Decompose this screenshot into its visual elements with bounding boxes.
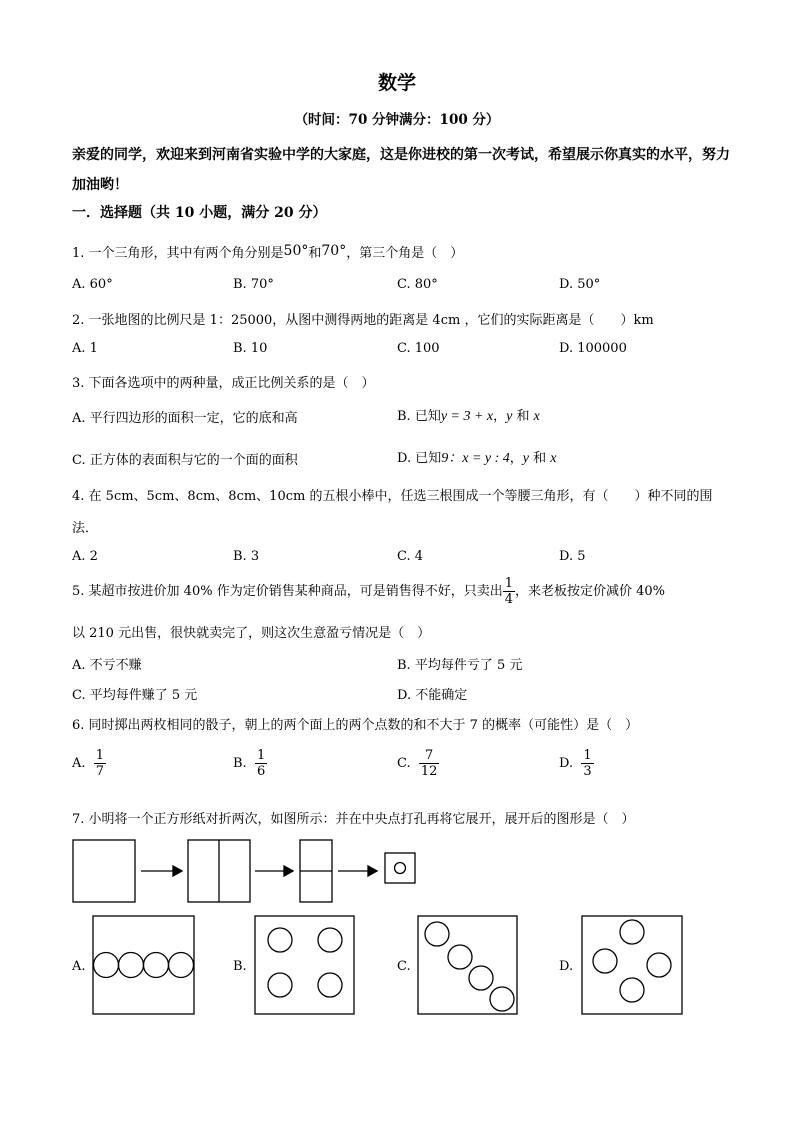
q6-option-d-label: D. <box>559 756 574 771</box>
q5-option-c[interactable]: C. 平均每件赚了 5 元 <box>72 688 198 703</box>
q1-option-b[interactable]: B. 70° <box>233 277 274 292</box>
q7-option-b-label[interactable]: B. <box>233 959 247 974</box>
q6-option-a-label: A. <box>72 756 86 771</box>
q6-option-b-denominator: 6 <box>256 764 266 779</box>
q7-option-d-label[interactable]: D. <box>559 959 574 974</box>
q7-option-c-figure[interactable] <box>418 916 517 1014</box>
q3-option-b-comma: ， <box>493 409 507 424</box>
q2-option-c[interactable]: C. 100 <box>397 341 440 356</box>
q1-option-a[interactable]: A. 60° <box>72 277 113 292</box>
q4-option-c[interactable]: C. 4 <box>397 549 424 564</box>
q7-option-a-label[interactable]: A. <box>72 959 86 974</box>
q1-option-c[interactable]: C. 80° <box>397 277 438 292</box>
question-4-line-2: 法． <box>72 521 99 536</box>
q3-option-d-var-x: x <box>550 451 557 466</box>
q6-option-a-numerator: 1 <box>95 748 105 763</box>
q5-option-a[interactable]: A. 不亏不赚 <box>72 658 142 673</box>
q6-option-c-numerator: 7 <box>419 748 440 764</box>
intro-text: 亲爱的同学，欢迎来到河南省实验中学的大家庭，这是你进校的第一次考试，希望展示你真实的水平，努力加油哟！ <box>72 147 730 193</box>
q3-option-b-formula: y = 3 + x <box>440 409 494 424</box>
q1-angle-2: 70° <box>321 243 347 259</box>
fold-step-1-square <box>73 840 135 902</box>
question-6: 6. 同时掷出两枚相同的骰子，朝上的两个面上的两个点数的和不大于 7 的概率（可能性）是（ ） <box>72 718 639 733</box>
arrow-icon <box>255 866 293 876</box>
q1-option-d[interactable]: D. 50° <box>559 277 601 292</box>
question-5-line-2: 以 210 元出售，很快就卖完了，则这次生意盈亏情况是（ ） <box>72 626 431 641</box>
arrow-icon <box>338 866 377 876</box>
q3-option-d-var-y: y <box>522 451 530 466</box>
q6-option-b-numerator: 1 <box>256 748 266 763</box>
q5-option-b[interactable]: B. 平均每件亏了 5 元 <box>397 658 523 673</box>
q3-option-d-formula: 9：x = y : 4 <box>441 451 510 466</box>
q3-option-b-var-x: x <box>533 409 540 424</box>
q3-option-c[interactable]: C. 正方体的表面积与它的一个面的面积 <box>72 453 298 468</box>
q7-option-b-figure[interactable] <box>255 916 354 1014</box>
q7-option-c-label[interactable]: C. <box>397 959 411 974</box>
page-title: 数学 <box>377 72 416 94</box>
q3-option-a[interactable]: A. 平行四边形的面积一定，它的底和高 <box>72 411 298 426</box>
question-7: 7. 小明将一个正方形纸对折两次，如图所示：并在中央点打孔再将它展开，展开后的图形是（ ） <box>72 812 635 827</box>
question-3: 3. 下面各选项中的两种量，成正比例关系的是（ ） <box>72 376 375 391</box>
q3-option-b-var-y: y <box>506 409 513 424</box>
q3-option-d-comma: ， <box>509 451 523 466</box>
q1-angle-1: 50° <box>283 243 309 259</box>
q1-text-post: ，第三个角是（ ） <box>346 246 464 261</box>
fold-step-4-punched <box>385 853 415 883</box>
q3-option-d-pre: D. 已知 <box>397 451 442 466</box>
q6-option-d-denominator: 3 <box>583 764 592 779</box>
q2-option-d[interactable]: D. 100000 <box>559 341 627 356</box>
q3-option-d-and: 和 <box>529 451 551 466</box>
q2-option-a[interactable]: A. 1 <box>72 341 98 356</box>
q6-option-c-denominator: 12 <box>420 764 438 779</box>
q5-text-post: ，来老板按定价减价 40% <box>514 584 666 599</box>
fold-step-2-rect <box>188 840 250 902</box>
q4-option-b[interactable]: B. 3 <box>233 549 260 564</box>
q3-option-b-pre: B. 已知 <box>397 409 441 424</box>
q2-option-b[interactable]: B. 10 <box>233 341 268 356</box>
exam-info: （时间：70 分钟满分：100 分） <box>294 112 500 128</box>
q6-option-d-numerator: 1 <box>583 748 592 763</box>
q6-option-c-label: C. <box>397 756 411 771</box>
section-heading: 一．选择题（共 10 小题，满分 20 分） <box>72 205 327 221</box>
fold-step-3-rect <box>300 840 332 902</box>
q1-text-pre: 1. 一个三角形，其中有两个角分别是 <box>72 246 284 261</box>
arrow-icon <box>141 866 182 876</box>
q5-text-pre: 5. 某超市按进价加 40% 作为定价销售某种商品，可是销售得不好，只卖出 <box>72 584 503 599</box>
q5-fraction-denominator: 4 <box>504 592 513 607</box>
q4-option-a[interactable]: A. 2 <box>72 549 98 564</box>
q4-option-d[interactable]: D. 5 <box>559 549 586 564</box>
q5-option-d[interactable]: D. 不能确定 <box>397 688 468 703</box>
q6-option-a-denominator: 7 <box>95 764 105 779</box>
q7-option-d-figure[interactable] <box>582 916 682 1014</box>
q3-option-b-and: 和 <box>512 409 534 424</box>
q1-text-mid: 和 <box>308 246 322 261</box>
q5-fraction-numerator: 1 <box>504 576 513 591</box>
question-4-line-1: 4. 在 5cm、5cm、8cm、8cm、10cm 的五根小棒中，任选三根围成一个等腰三角形，有（ ）种不同的围 <box>72 489 713 504</box>
q7-option-a-figure[interactable] <box>93 916 194 1014</box>
question-2: 2. 一张地图的比例尺是 1：25000，从图中测得两地的距离是 4cm ，它们的实际距离是（ ）km <box>72 313 654 328</box>
q6-option-b-label: B. <box>233 756 247 771</box>
